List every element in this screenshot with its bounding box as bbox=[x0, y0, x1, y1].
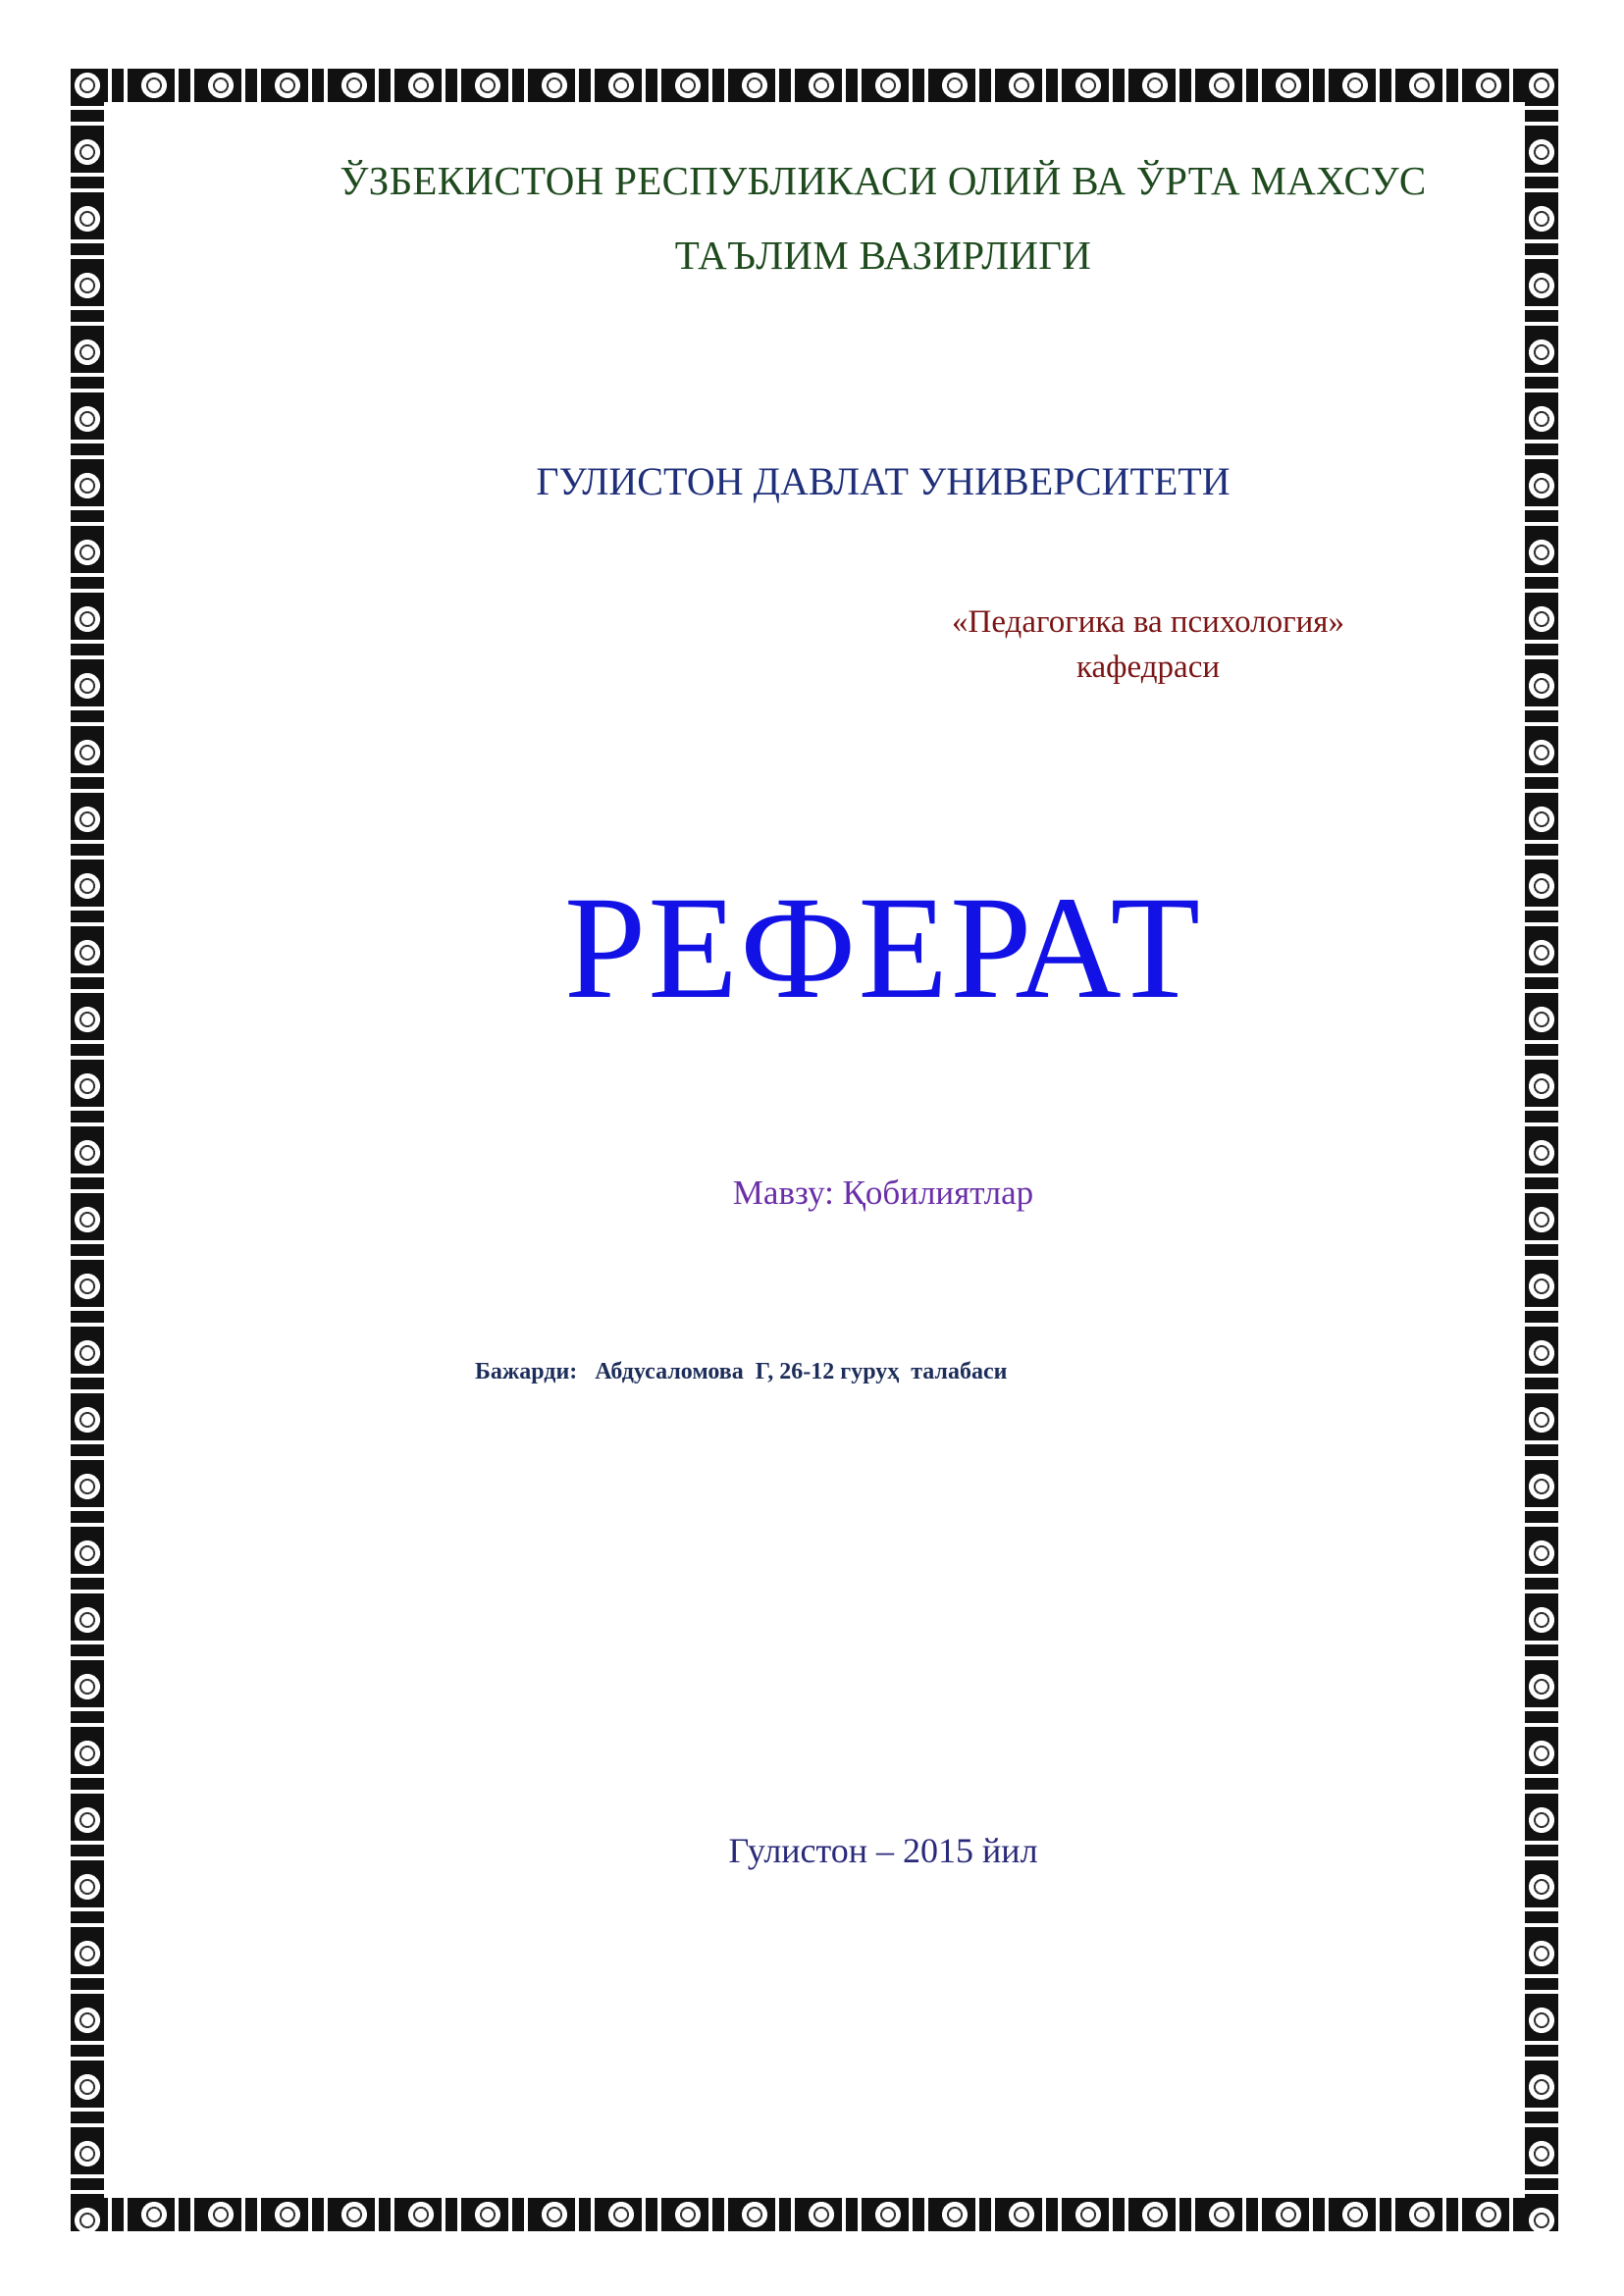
department-name: «Педагогика ва психология» bbox=[952, 604, 1344, 640]
page-border-bottom bbox=[71, 2198, 1558, 2231]
ministry-line-2: ТАЪЛИМ ВАЗИРЛИГИ bbox=[674, 233, 1092, 278]
place-year: Гулистон – 2015 йил bbox=[728, 1831, 1038, 1870]
page-border-top bbox=[71, 69, 1558, 102]
university-name: ГУЛИСТОН ДАВЛАТ УНИВЕРСИТЕТИ bbox=[536, 459, 1231, 503]
performer-line bbox=[475, 1359, 1007, 1385]
topic-line: Мавзу: Қобилиятлар bbox=[732, 1174, 1034, 1212]
ministry-line-1: ЎЗБЕКИСТОН РЕСПУБЛИКАСИ ОЛИЙ ВА ЎРТА МАХСУС bbox=[340, 158, 1427, 203]
performer-name: Абдусаломова Г, 26-12 гуруҳ талабаси bbox=[595, 1359, 1008, 1384]
page-border-right bbox=[1525, 69, 1558, 2231]
document-title: РЕФЕРАТ bbox=[563, 866, 1203, 1029]
page-border-left bbox=[71, 69, 104, 2231]
department-suffix: кафедраси bbox=[1075, 650, 1221, 685]
performer-label: Бажарди: bbox=[475, 1359, 578, 1384]
